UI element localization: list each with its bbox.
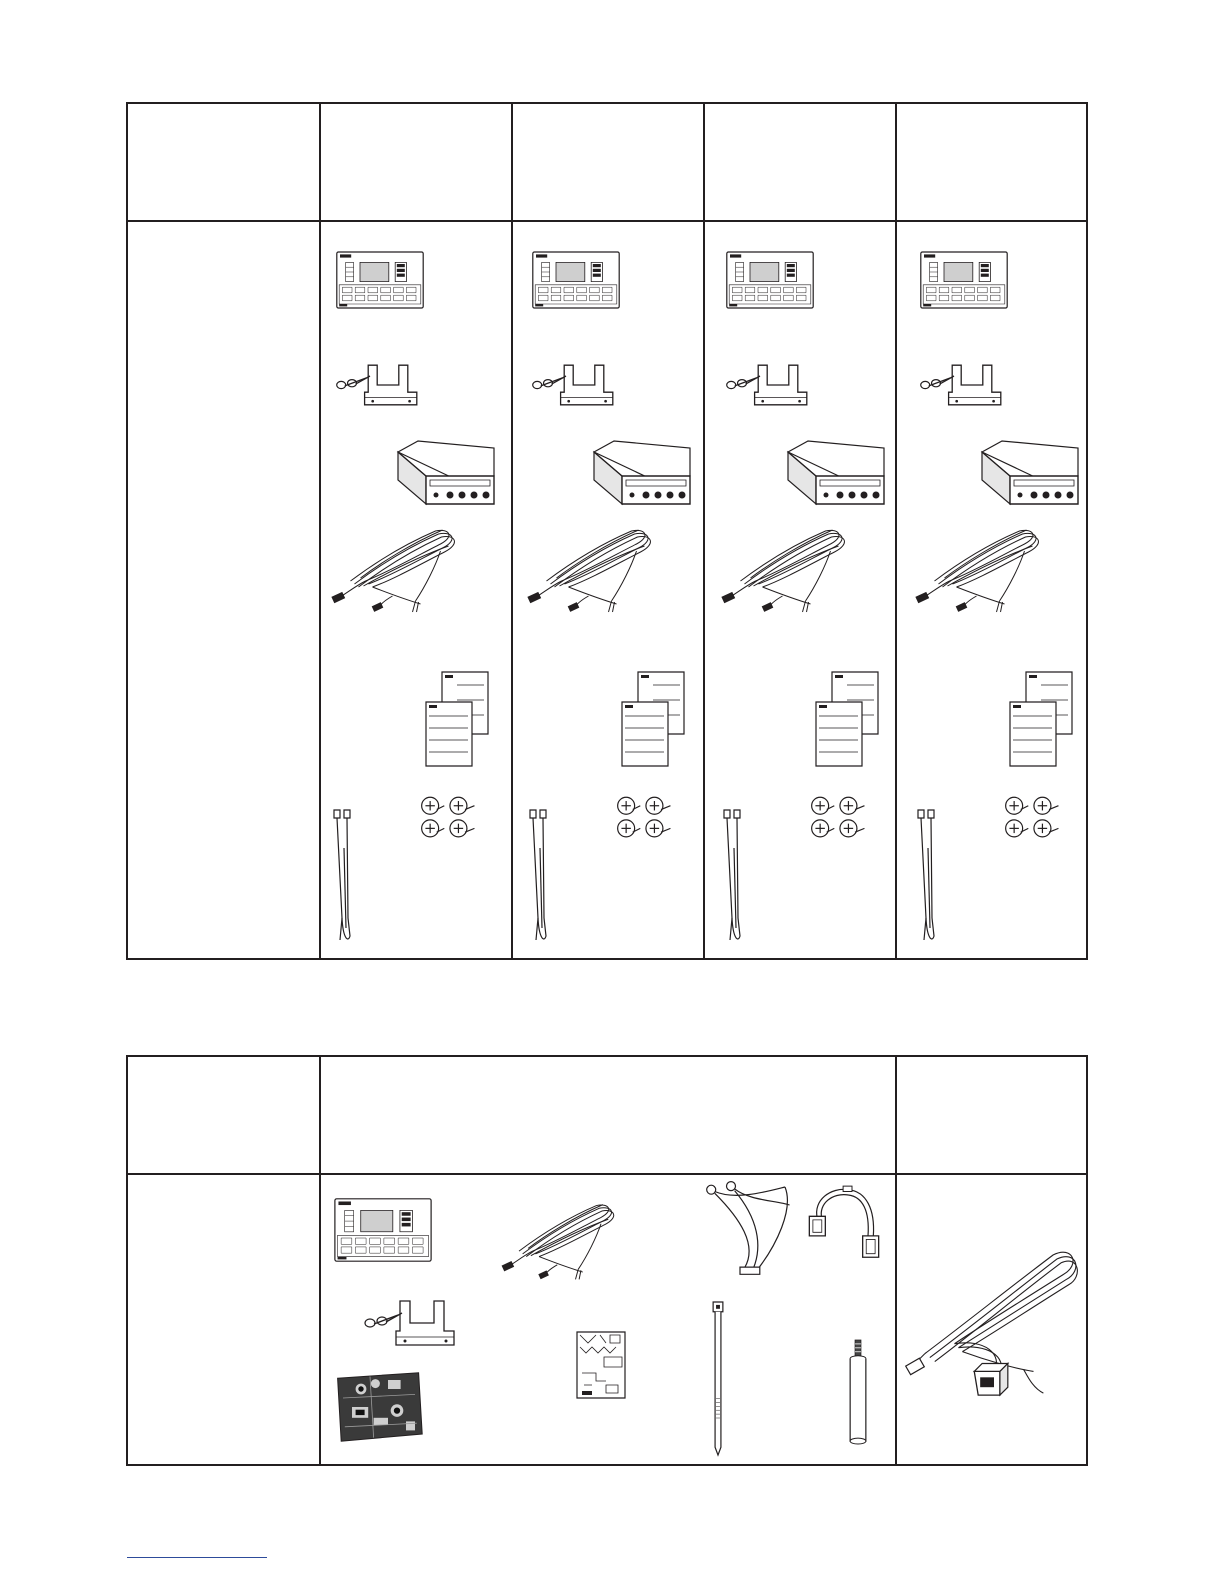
cable-harness-icon [328, 526, 463, 616]
screws-icon [612, 794, 678, 842]
adapter-box-icon [980, 440, 1080, 506]
cable-harness-icon [524, 526, 659, 616]
mounting-bracket-icon [360, 1293, 464, 1353]
cable-tie-icon [330, 808, 360, 948]
cable-harness-icon [718, 526, 853, 616]
manual-sheets-icon [608, 670, 688, 770]
header-cell-kit-4 [897, 104, 1087, 220]
cable-tie-icon [710, 1301, 726, 1457]
screws-icon [806, 794, 872, 842]
kit-wide-cell [320, 1173, 894, 1463]
mounting-bracket-icon [724, 358, 814, 412]
header-cell-kit-wide [321, 1057, 895, 1173]
kit-column-4 [896, 220, 1086, 958]
header-cell-label [128, 104, 319, 220]
header-cell-kit-1 [321, 104, 511, 220]
spacer-standoff-icon [848, 1339, 868, 1447]
manual-sheets-icon [412, 670, 492, 770]
remote-controller-icon [726, 245, 814, 315]
footer-rule [127, 1557, 267, 1558]
wire-connector-icon [704, 1181, 794, 1283]
kit-column-3 [704, 220, 894, 958]
mounting-bracket-icon [530, 358, 620, 412]
remote-controller-icon [920, 245, 1008, 315]
header-cell-kit-3 [705, 104, 895, 220]
pcb-board-icon [334, 1369, 424, 1445]
header-cell-label [128, 1057, 319, 1173]
screws-icon [1000, 794, 1066, 842]
label-sticker-icon [576, 1331, 626, 1399]
header-cell-kit-2 [513, 104, 703, 220]
remote-controller-icon [532, 245, 620, 315]
extension-cable-icon [904, 1245, 1084, 1403]
remote-controller-icon [334, 1193, 432, 1267]
mounting-bracket-icon [334, 358, 424, 412]
remote-controller-icon [336, 245, 424, 315]
connector-lead-icon [804, 1181, 884, 1273]
screws-icon [416, 794, 482, 842]
cable-tie-icon [526, 808, 556, 948]
cable-tie-icon [720, 808, 750, 948]
kit-column-1 [320, 220, 510, 958]
kit-column-2 [512, 220, 702, 958]
kit-right-cell [896, 1173, 1086, 1463]
adapter-box-icon [396, 440, 496, 506]
adapter-box-icon [786, 440, 886, 506]
manual-sheets-icon [996, 670, 1076, 770]
adapter-box-icon [592, 440, 692, 506]
cable-harness-icon [912, 526, 1047, 616]
mounting-bracket-icon [918, 358, 1008, 412]
cable-harness-icon [500, 1201, 620, 1283]
manual-sheets-icon [802, 670, 882, 770]
cable-tie-icon [914, 808, 944, 948]
header-cell-kit-right [897, 1057, 1087, 1173]
